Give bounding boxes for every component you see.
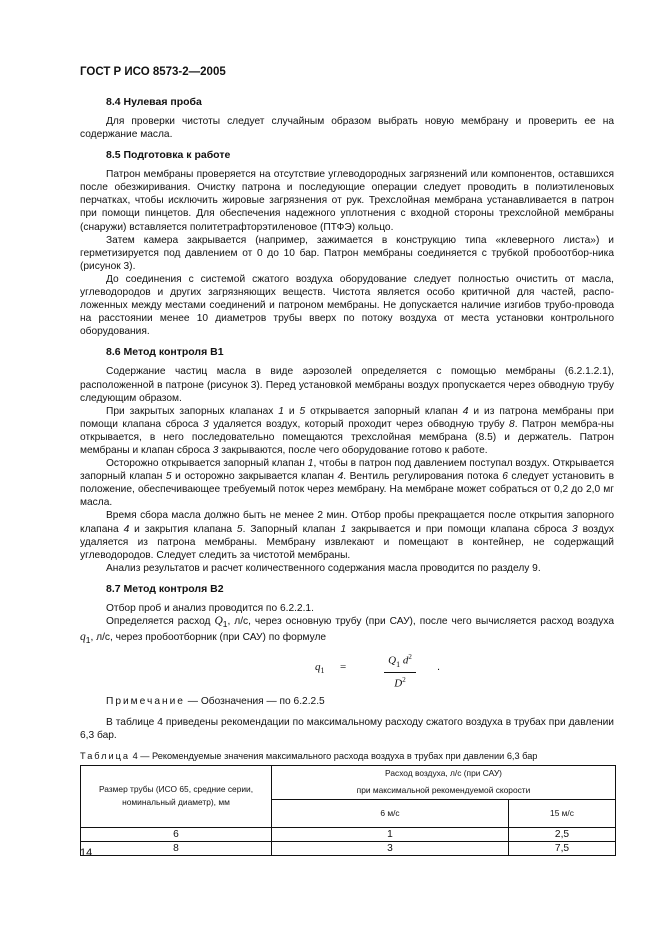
paragraph: Определяется расход $Q_1$, л/с, через основную трубу (при САУ), после чего вычисляется расход воздуха $q_1$, л/с, через пробоотборник (при САУ) по формуле bbox=[80, 615, 614, 646]
paragraph: Для проверки чистоты следует случайным образом выбрать новую мембрану и проверить ее на содержание масла. bbox=[80, 116, 614, 141]
page-content bbox=[80, 96, 614, 856]
table-header-pipe-size: Размер трубы (ИСО 65, средние серии, номинальный диаметр), мм bbox=[81, 765, 272, 827]
paragraph: До соединения с системой сжатого воздуха оборудование следует полностью очистить от масла, углеводородов и других загрязняющих веществ. Чистота является особо критичной для частей, распо-ложенных между местами соединений и патроном мембраны. Не допускается наличие изгибов трубо-провода на расстоянии менее 10 диаметров трубы вверх по потоку воздуха от места установки контрольного оборудования. bbox=[80, 273, 614, 338]
table-row: 6 1 2,5 bbox=[81, 827, 616, 841]
formula-denominator: $D^2$ bbox=[394, 676, 406, 690]
flow-table bbox=[80, 765, 616, 856]
flow-formula bbox=[80, 651, 614, 690]
section-8-5-title: 8.5 Подготовка к работе bbox=[106, 149, 231, 162]
paragraph: Патрон мембраны проверяется на отсутствие углеводородных загрязнений или компонентов, оставшихся после обезжиривания. Очистку патрона и последующие операции следует проводить в полиэтиленовых перчатках, чтобы исключить жировые загрязнения от рук. Трехслойная мембрана устанавливается в патрон при помощи пинцетов. Для обеспечения надежного уплотнения с входной стороны трехслойной мембраны (снаружи) вставляется политетрафторэтиленовое (ПТФЭ) кольцо. bbox=[80, 169, 614, 233]
section-8-6-title: 8.6 Метод контроля В1 bbox=[106, 346, 224, 359]
paragraph: Анализ результатов и расчет количественного содержания масла проводится по разделу 9. bbox=[106, 562, 541, 574]
table-row: 8 3 7,5 bbox=[81, 841, 616, 855]
paragraph: Время сбора масла должно быть не менее 2 мин. Отбор пробы прекращается после открытия запорного клапана 4 и закрытия клапана 5. Запорный клапан 1 закрывается и при помощи клапана сброса 3 воздух удаляется из патрона мембраны. Мембрану извлекают и помещают в контейнер, не содержащий углеводородов. Следует следить за чистотой мембраны. bbox=[80, 510, 615, 561]
formula-numerator: $Q_1$ $d^2$ bbox=[384, 651, 416, 673]
formula-fraction bbox=[365, 651, 435, 691]
paragraph: Осторожно открывается запорный клапан 1, чтобы в патрон под давлением поступал воздух. Открывается запорный клапан 5 и осторожно закрывается клапан 4. Вентиль регулирования потока 6 следует установить в положение, обеспечивающее требуемый поток через мембрану. На мембране может собраться от 0,2 до 2,0 мг масла. bbox=[80, 458, 615, 509]
paragraph: Затем камера закрывается (например, зажимается в конструкцию типа «клеверного листа») и герметизируется под давлением от 0 до 10 бар. Патрон мембраны соединяется с трубкой пробоотбор-ника (рисунок 3). bbox=[80, 234, 614, 272]
paragraph: При закрытых запорных клапанах 1 и 5 открывается запорный клапан 4 и из патрона мембраны при помощи клапана сброса 3 удаляется воздух, который проходит через обводную трубу 8. Патрон мембра-ны открывается, в него последовательно помещаются трехслойная мембрана (8.5) и держатель. Патрон мембраны и клапан сброса 3 закрываются, после чего оборудование готово к работе. bbox=[80, 405, 614, 456]
table-header-15ms: 15 м/с bbox=[509, 799, 616, 827]
paragraph: Отбор проб и анализ проводится по 6.2.2.1. bbox=[106, 602, 314, 614]
formula-period: . bbox=[437, 661, 441, 674]
paragraph: В таблице 4 приведены рекомендации по максимальному расходу сжатого воздуха в трубах при давлении 6,3 бар. bbox=[80, 717, 614, 742]
note: Примечание — Обозначения — по 6.2.2.5 bbox=[106, 696, 325, 708]
formula-lhs: $q_1$ bbox=[315, 661, 325, 676]
table-header-6ms: 6 м/с bbox=[272, 799, 509, 827]
running-header: ГОСТ Р ИСО 8573-2—2005 bbox=[80, 66, 226, 78]
page-number: 14 bbox=[80, 847, 93, 859]
paragraph: Содержание частиц масла в виде аэрозолей определяется с помощью мембраны (6.2.1.2.1), расположенной в патроне (рисунок 3). Перед установкой мембраны воздух пропускается через обводную трубу следующим образом. bbox=[80, 366, 614, 404]
table-header-flow: Расход воздуха, л/с (при САУ) при максимальной рекомендуемой скорости bbox=[272, 765, 616, 799]
section-8-7-title: 8.7 Метод контроля В2 bbox=[106, 582, 224, 595]
formula-equals: = bbox=[340, 661, 347, 674]
section-8-4-title: 8.4 Нулевая проба bbox=[106, 96, 202, 108]
table-caption: Таблица 4 — Рекомендуемые значения максимального расхода воздуха в трубах при давлении 6,3 бар bbox=[80, 750, 538, 761]
